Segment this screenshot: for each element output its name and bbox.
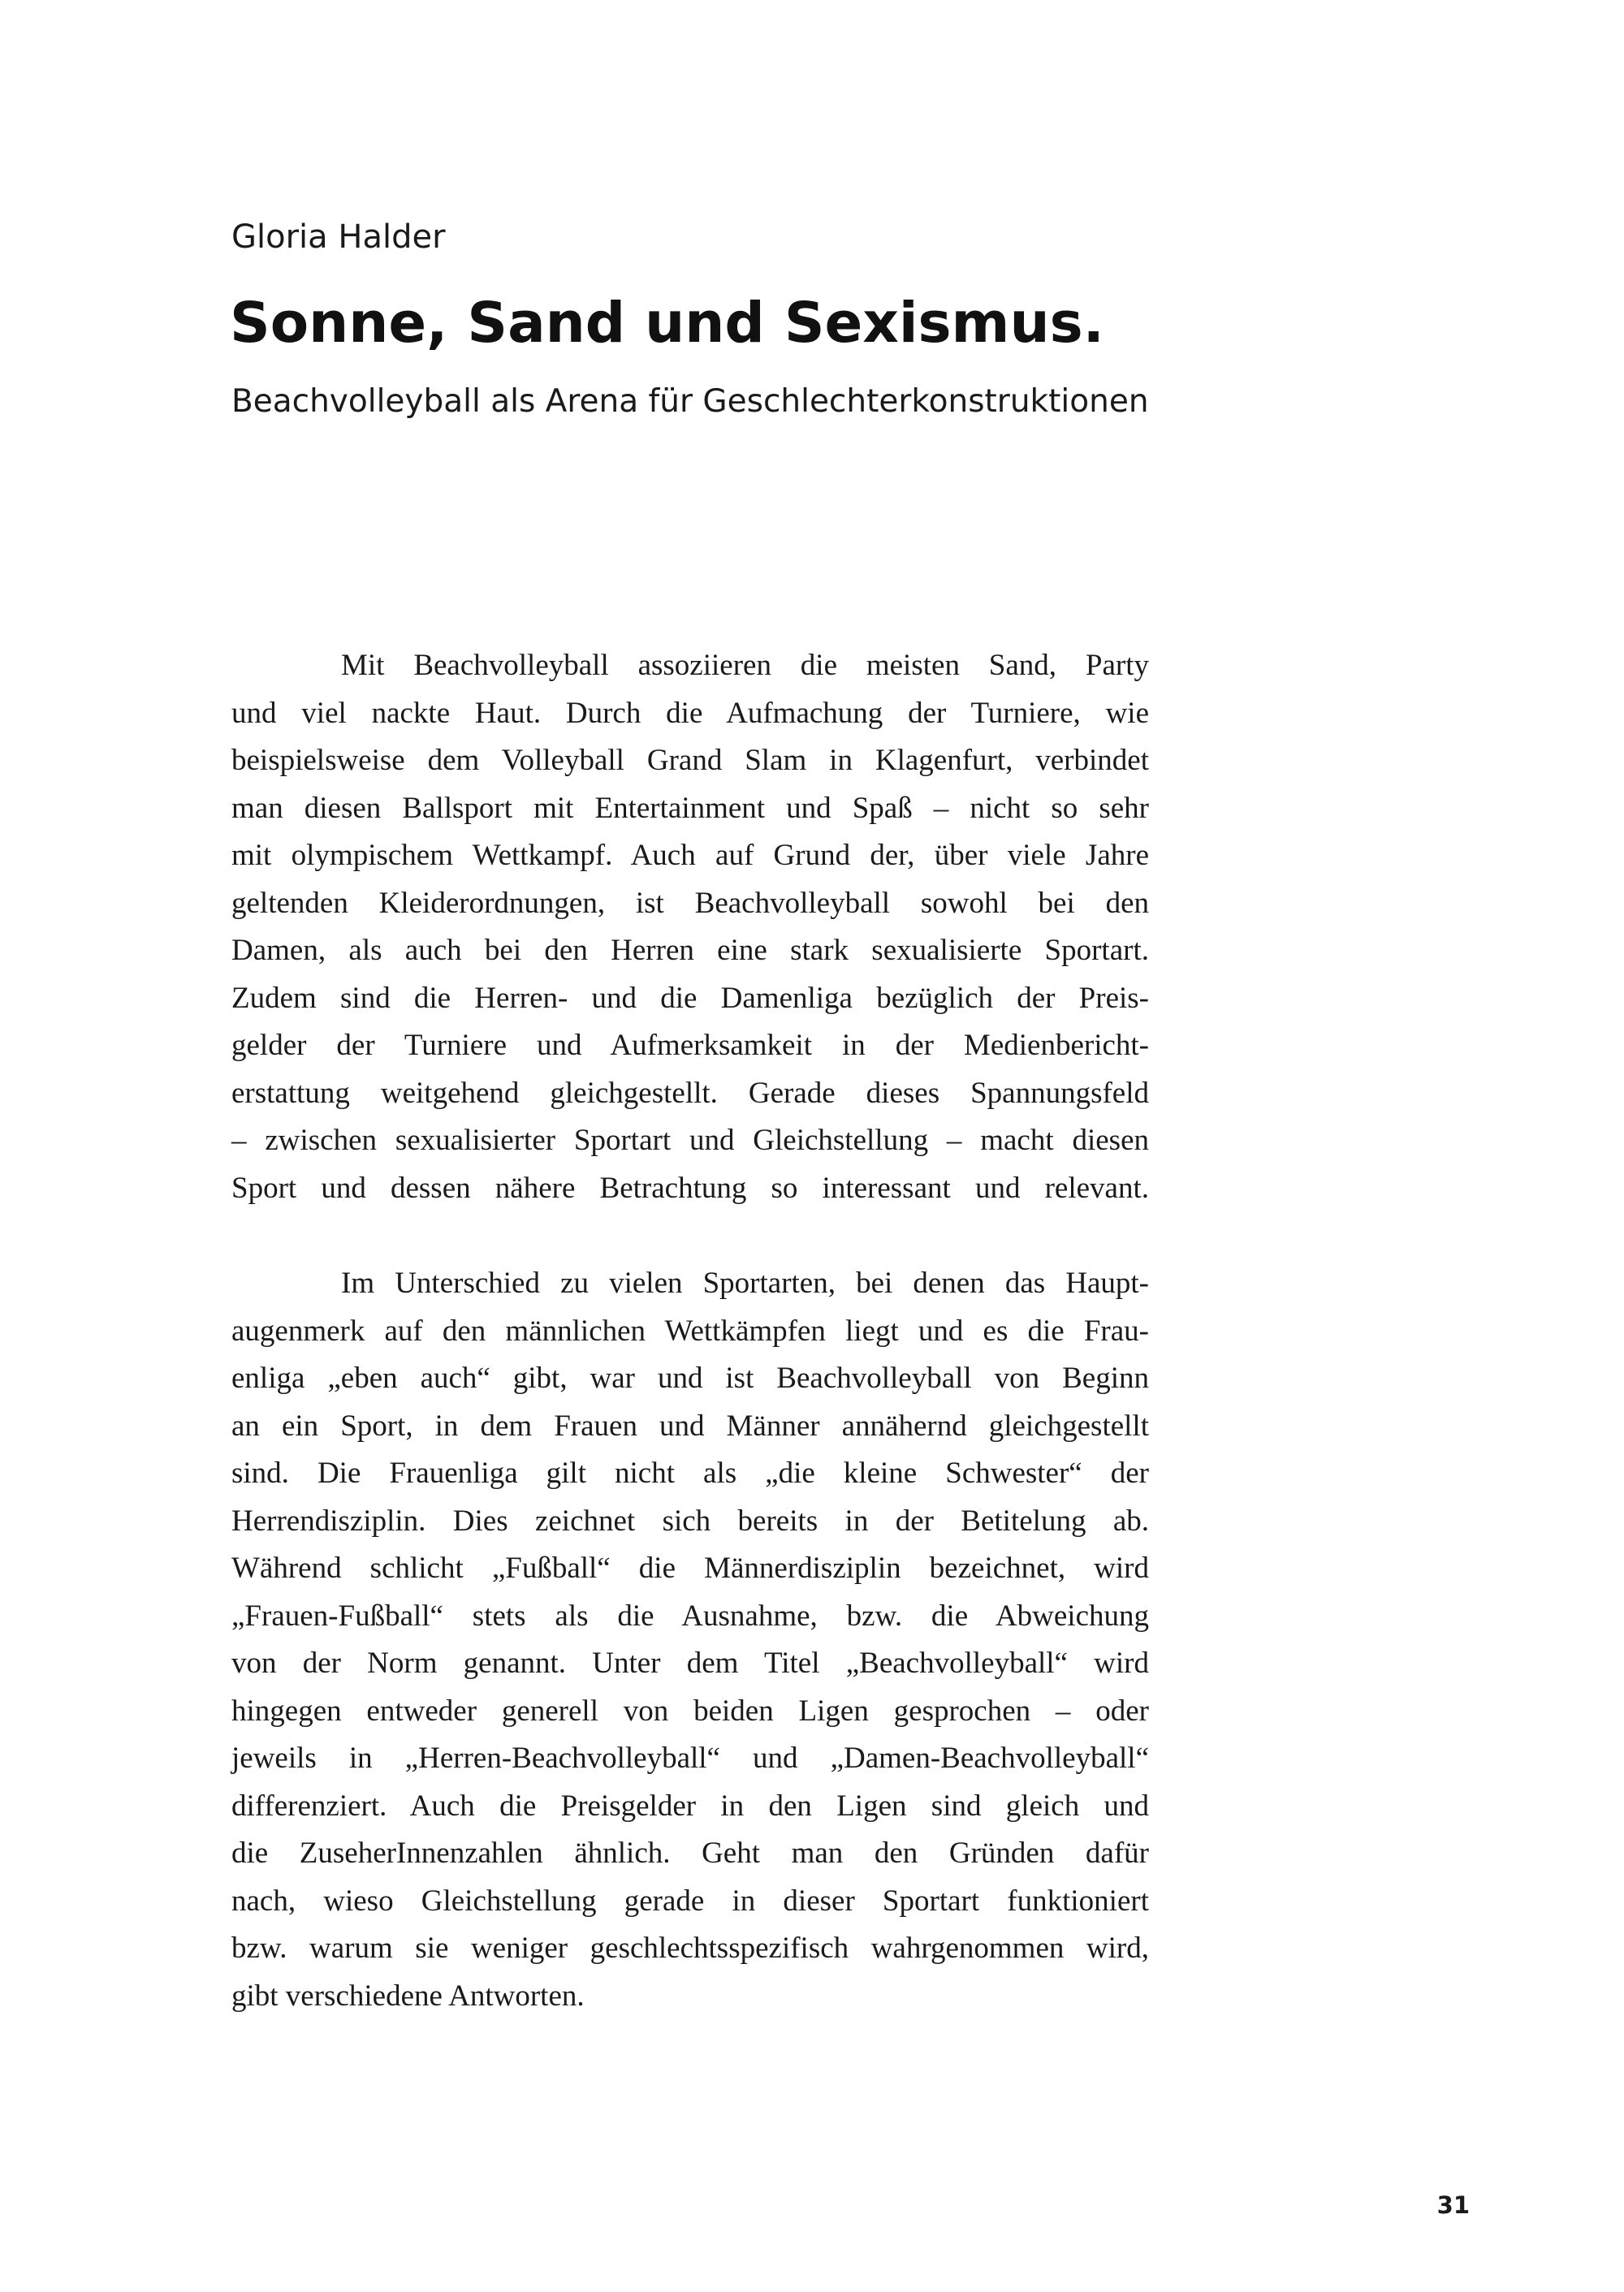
text-line: Während schlicht „Fußball“ die Männerdisziplin bezeichnet, wird <box>231 1552 1149 1585</box>
text-line: Im Unterschied zu vielen Sportarten, bei denen das Haupt- <box>341 1267 1149 1300</box>
text-line: jeweils in „Herren-Beachvolleyball“ und „Damen-Beachvolleyball“ <box>231 1742 1149 1775</box>
text-line: die ZuseherInnenzahlen ähnlich. Geht man den Gründen dafür <box>231 1837 1149 1870</box>
text-line: nach, wieso Gleichstellung gerade in dieser Sportart funktioniert <box>231 1884 1149 1918</box>
text-line: gibt verschiedene Antworten. <box>231 1979 585 2013</box>
text-line: von der Norm genannt. Unter dem Titel „Beachvolleyball“ wird <box>231 1647 1149 1680</box>
page-number: 31 <box>1436 2191 1470 2219</box>
text-line: man diesen Ballsport mit Entertainment und Spaß – nicht so sehr <box>231 791 1149 825</box>
text-line: erstattung weitgehend gleichgestellt. Gerade dieses Spannungsfeld <box>231 1076 1149 1110</box>
text-line: – zwischen sexualisierter Sportart und Gleichstellung – macht diesen <box>231 1124 1149 1157</box>
text-line: hingegen entweder generell von beiden Ligen gesprochen – oder <box>231 1694 1149 1728</box>
text-line: Mit Beachvolleyball assoziieren die meisten Sand, Party <box>341 649 1149 682</box>
text-line: bzw. warum sie weniger geschlechtsspezifisch wahrgenommen wird, <box>231 1932 1149 1965</box>
text-line: augenmerk auf den männlichen Wettkämpfen liegt und es die Frau- <box>231 1314 1149 1348</box>
text-line: Zudem sind die Herren- und die Damenliga bezüglich der Preis- <box>231 981 1149 1015</box>
text-line: an ein Sport, in dem Frauen und Männer annähernd gleichgestellt <box>231 1409 1149 1443</box>
text-line: beispielsweise dem Volleyball Grand Slam in Klagenfurt, verbindet <box>231 744 1149 777</box>
text-line: geltenden Kleiderordnungen, ist Beachvolleyball sowohl bei den <box>231 886 1149 920</box>
body-paragraph <box>231 642 1149 1212</box>
article-subtitle: Beachvolleyball als Arena für Geschlechterkonstruktionen <box>231 383 1149 420</box>
text-line: gelder der Turniere und Aufmerksamkeit in der Medienbericht- <box>231 1029 1149 1062</box>
article-title: Sonne, Sand und Sexismus. <box>230 291 1104 356</box>
text-line: und viel nackte Haut. Durch die Aufmachung der Turniere, wie <box>231 696 1149 730</box>
text-line: „Frauen-Fußball“ stets als die Ausnahme, bzw. die Abweichung <box>231 1599 1149 1633</box>
text-line: enliga „eben auch“ gibt, war und ist Beachvolleyball von Beginn <box>231 1362 1149 1395</box>
text-line: Herrendisziplin. Dies zeichnet sich bereits in der Betitelung ab. <box>231 1504 1149 1538</box>
text-line: Sport und dessen nähere Betrachtung so interessant und relevant. <box>231 1171 1149 1205</box>
text-line: differenziert. Auch die Preisgelder in den Ligen sind gleich und <box>231 1789 1149 1823</box>
text-line: sind. Die Frauenliga gilt nicht als „die kleine Schwester“ der <box>231 1457 1149 1490</box>
text-line: Damen, als auch bei den Herren eine stark sexualisierte Sportart. <box>231 934 1149 967</box>
text-line: mit olympischem Wettkampf. Auch auf Grund der, über viele Jahre <box>231 839 1149 872</box>
body-paragraph <box>231 1260 1149 2020</box>
author-name: Gloria Halder <box>231 218 446 256</box>
